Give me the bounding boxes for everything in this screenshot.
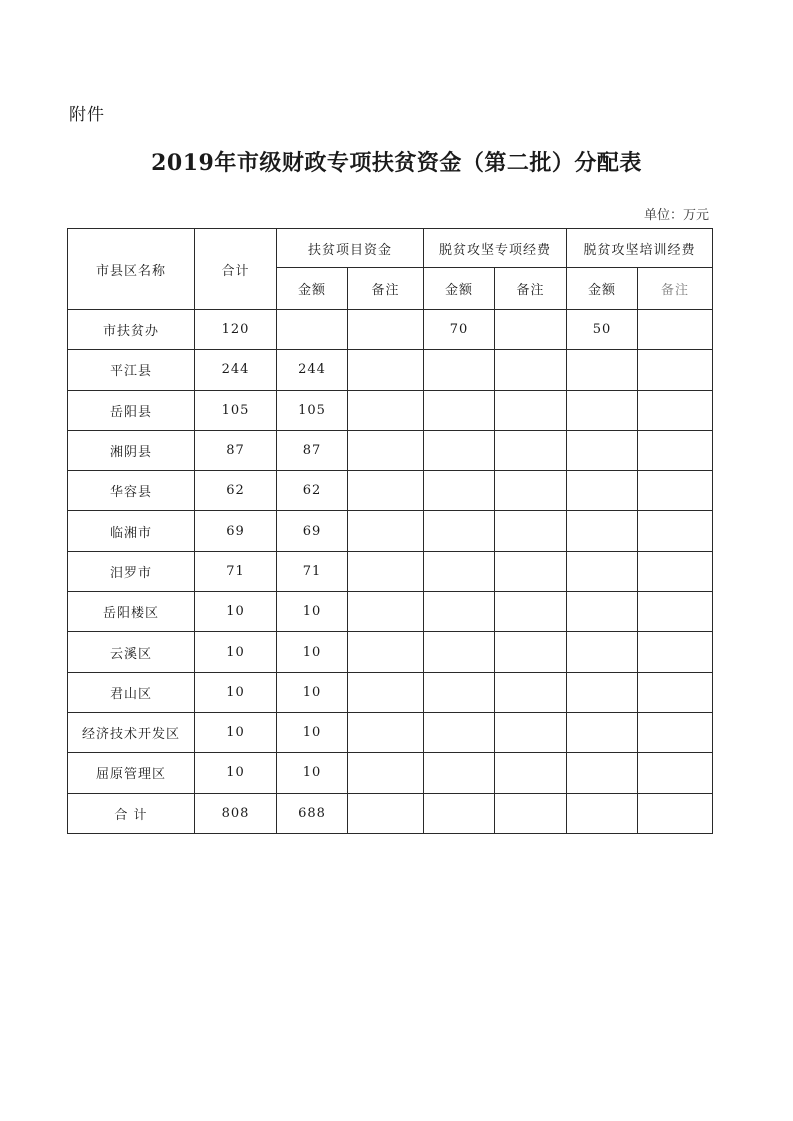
table-row [68,551,713,591]
cell-region-name: 湘阴县 [68,430,195,470]
cell-project-amount: 10 [277,712,348,752]
cell-training-amount: 50 [567,310,638,350]
cell-region-name: 合 计 [68,793,195,833]
cell-total: 10 [195,632,277,672]
cell-special-amount [424,390,495,430]
cell-special-amount [424,632,495,672]
cell-project-amount: 244 [277,350,348,390]
cell-project-remark [348,511,424,551]
table-row [68,793,713,833]
cell-special-remark [495,672,567,712]
cell-project-amount: 10 [277,632,348,672]
table-row [68,632,713,672]
header-remark: 备注 [638,268,713,310]
cell-training-amount [567,753,638,793]
cell-training-remark [638,551,713,591]
header-group-training-funds: 脱贫攻坚培训经费 [567,229,713,268]
cell-total: 808 [195,793,277,833]
header-amount: 金额 [567,268,638,310]
cell-training-remark [638,793,713,833]
cell-region-name: 市扶贫办 [68,310,195,350]
cell-special-remark [495,471,567,511]
cell-training-remark [638,310,713,350]
cell-special-remark [495,350,567,390]
cell-special-remark [495,632,567,672]
allocation-table [67,228,713,834]
cell-training-amount [567,793,638,833]
cell-special-remark [495,310,567,350]
cell-project-amount: 10 [277,592,348,632]
header-group-project-funds: 扶贫项目资金 [277,229,424,268]
cell-project-amount: 71 [277,551,348,591]
cell-project-amount: 62 [277,471,348,511]
cell-region-name: 君山区 [68,672,195,712]
header-remark: 备注 [495,268,567,310]
cell-project-amount: 688 [277,793,348,833]
cell-training-remark [638,592,713,632]
table-row [68,592,713,632]
cell-training-remark [638,753,713,793]
cell-total: 71 [195,551,277,591]
cell-project-remark [348,551,424,591]
table-body [68,229,713,834]
cell-project-remark [348,632,424,672]
cell-project-remark [348,350,424,390]
cell-total: 105 [195,390,277,430]
header-region: 市县区名称 [68,229,195,310]
cell-training-remark [638,390,713,430]
cell-project-remark [348,310,424,350]
table-row [68,511,713,551]
cell-total: 10 [195,672,277,712]
cell-training-amount [567,430,638,470]
cell-total: 120 [195,310,277,350]
cell-training-amount [567,551,638,591]
cell-special-amount [424,753,495,793]
cell-project-amount: 69 [277,511,348,551]
cell-project-remark [348,592,424,632]
cell-project-remark [348,672,424,712]
cell-total: 10 [195,712,277,752]
cell-training-remark [638,632,713,672]
cell-total: 87 [195,430,277,470]
cell-project-amount: 10 [277,753,348,793]
table-row [68,390,713,430]
cell-project-remark [348,471,424,511]
cell-special-remark [495,753,567,793]
cell-project-remark [348,712,424,752]
document-title: 2019年市级财政专项扶贫资金（第二批）分配表 [151,150,642,176]
cell-total: 69 [195,511,277,551]
cell-training-amount [567,471,638,511]
cell-region-name: 临湘市 [68,511,195,551]
cell-region-name: 平江县 [68,350,195,390]
unit-label: 单位：万元 [643,208,709,223]
cell-region-name: 屈原管理区 [68,753,195,793]
cell-special-amount [424,471,495,511]
cell-training-amount [567,350,638,390]
cell-special-amount [424,672,495,712]
cell-special-amount [424,511,495,551]
table-row [68,310,713,350]
table-row [68,350,713,390]
cell-special-remark [495,511,567,551]
cell-region-name: 经济技术开发区 [68,712,195,752]
cell-project-remark [348,390,424,430]
cell-special-remark [495,712,567,752]
cell-project-amount: 10 [277,672,348,712]
cell-training-amount [567,672,638,712]
cell-special-amount [424,793,495,833]
cell-special-amount [424,551,495,591]
table-row [68,471,713,511]
table-row [68,430,713,470]
cell-region-name: 云溪区 [68,632,195,672]
cell-training-remark [638,712,713,752]
cell-training-amount [567,592,638,632]
cell-special-remark [495,390,567,430]
header-row-1 [68,229,713,268]
cell-training-amount [567,712,638,752]
table-row [68,753,713,793]
cell-project-remark [348,793,424,833]
header-amount: 金额 [424,268,495,310]
cell-training-remark [638,350,713,390]
cell-special-amount: 70 [424,310,495,350]
cell-training-remark [638,471,713,511]
cell-project-amount: 105 [277,390,348,430]
table-row [68,712,713,752]
cell-region-name: 岳阳县 [68,390,195,430]
cell-training-amount [567,511,638,551]
cell-special-remark [495,592,567,632]
cell-training-remark [638,511,713,551]
cell-region-name: 汨罗市 [68,551,195,591]
cell-region-name: 华容县 [68,471,195,511]
header-remark: 备注 [348,268,424,310]
table-row [68,672,713,712]
cell-total: 10 [195,753,277,793]
cell-special-remark [495,551,567,591]
cell-training-remark [638,672,713,712]
cell-special-amount [424,430,495,470]
cell-total: 62 [195,471,277,511]
cell-special-amount [424,712,495,752]
cell-total: 244 [195,350,277,390]
cell-training-remark [638,430,713,470]
cell-special-remark [495,430,567,470]
header-amount: 金额 [277,268,348,310]
cell-training-amount [567,632,638,672]
cell-special-amount [424,350,495,390]
header-total: 合计 [195,229,277,310]
cell-total: 10 [195,592,277,632]
cell-project-remark [348,753,424,793]
cell-special-remark [495,793,567,833]
cell-project-amount [277,310,348,350]
cell-training-amount [567,390,638,430]
cell-project-remark [348,430,424,470]
cell-project-amount: 87 [277,430,348,470]
header-group-special-funds: 脱贫攻坚专项经费 [424,229,567,268]
cell-special-amount [424,592,495,632]
cell-region-name: 岳阳楼区 [68,592,195,632]
attachment-label: 附件 [69,105,105,125]
